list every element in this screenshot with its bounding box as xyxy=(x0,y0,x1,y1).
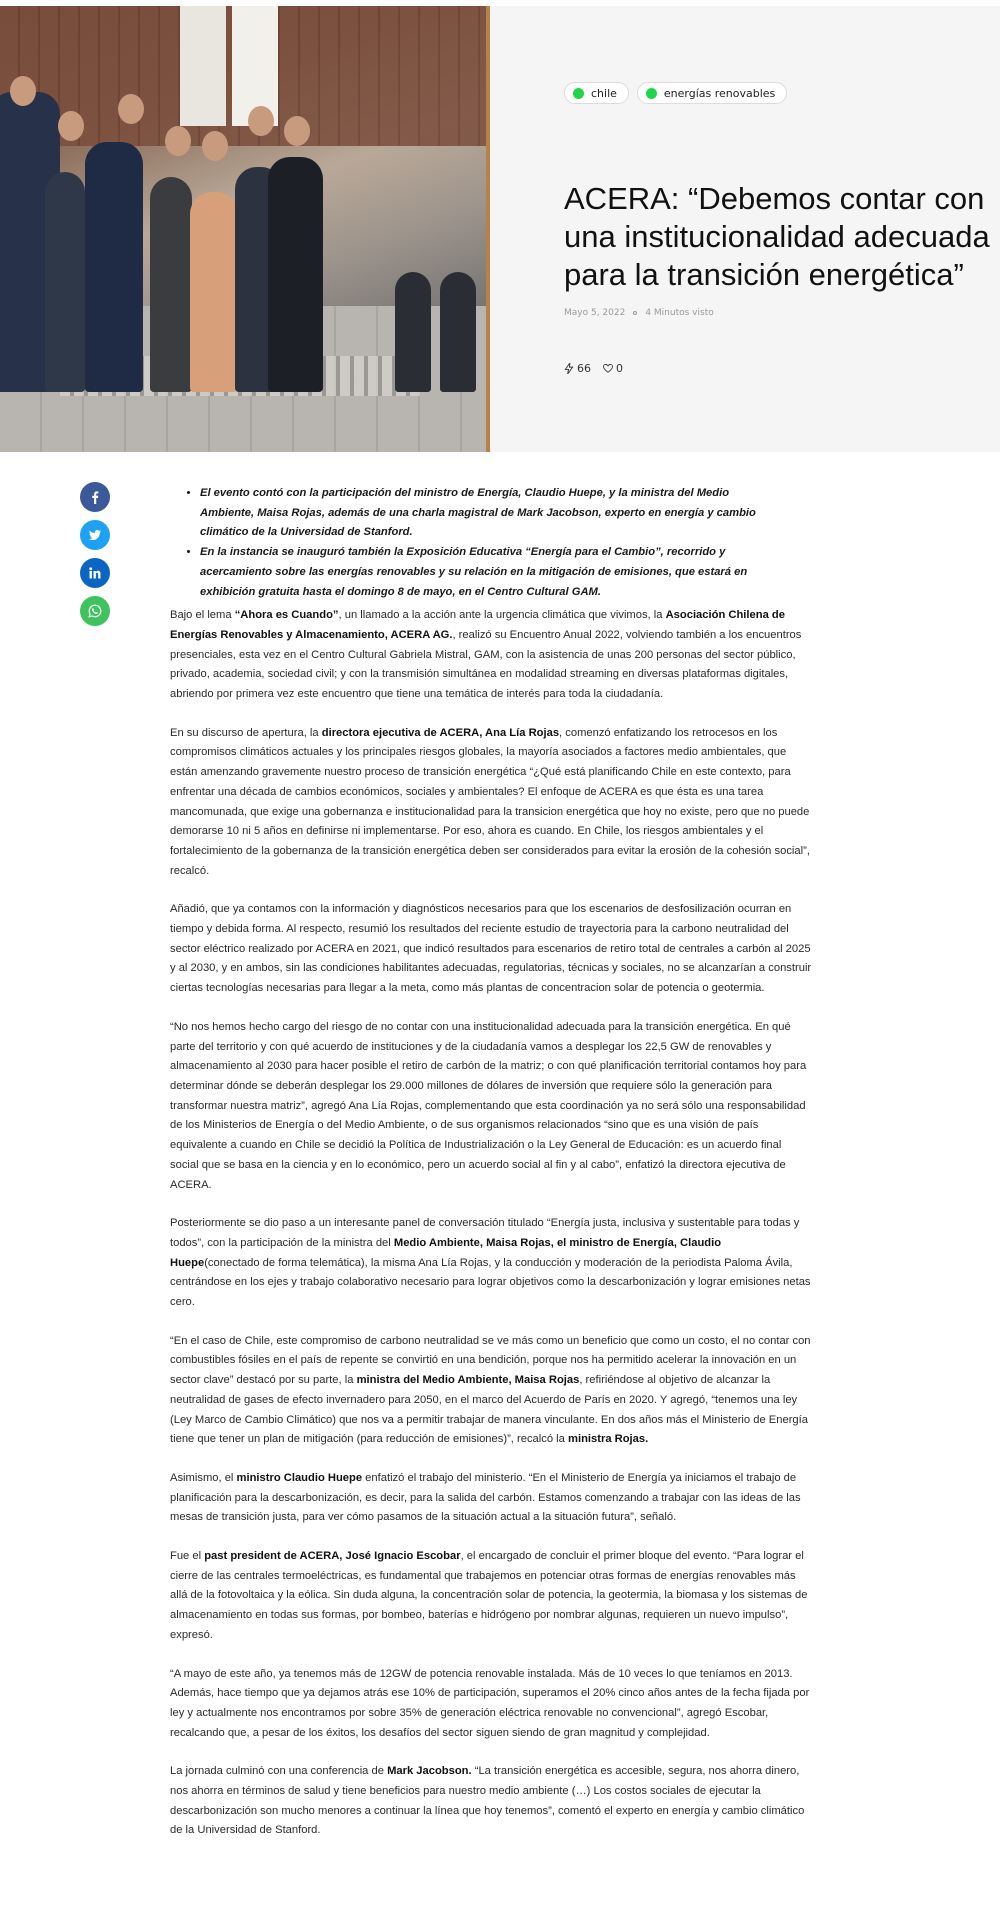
paragraph xyxy=(170,1332,812,1450)
likes-value: 0 xyxy=(616,362,623,375)
post-stats xyxy=(564,362,623,375)
share-twitter-button[interactable] xyxy=(80,520,110,550)
paragraph xyxy=(170,606,812,705)
summary-item: • El evento contó con la participación del ministro de Energía, Claudio Huepe, y la ministra del Medio Ambiente, Maisa Rojas, además de una charla magistral de Mark Jacobson, experto en energía y cambio climático de la Universidad de Stanford. xyxy=(200,484,812,543)
article-body xyxy=(170,484,812,1860)
paragraph xyxy=(170,1214,812,1313)
text: En su discurso de apertura, la xyxy=(170,726,322,739)
text: “En el caso de Chile, este compromiso de carbono neutralidad se ve más como un beneficio que como un costo, el no contar con combustibles fósiles en el país de repente se convirtió en una bendición, porque nos ha permitido acelerar la innovación en un sector clave” destacó por su parte, la xyxy=(170,1334,811,1387)
text: Asimismo, el xyxy=(170,1471,237,1484)
facebook-icon xyxy=(88,490,102,504)
hero-image xyxy=(0,6,490,452)
summary-list xyxy=(200,484,812,602)
text: La jornada culminó con una conferencia de xyxy=(170,1765,388,1778)
text: , comenzó enfatizando los retrocesos en los compromisos climáticos actuales y los principales riesgos globales, la mayoría asociados a factores medio ambientales, que están amenzando gravemente nuestro proceso de transición energética “¿Qué está planificando Chile en este contexto, para enfrentar una década de cambios económicos, sociales y ambientales? El enfoque de ACERA es que ésta es una tarea mancomunada, que exige una gobernanza e institucionalidad para la transicion energética que hoy no existe, pero que no puede demorarse 10 ni 5 años en definirse ni implementarse. Por eso, ahora es cuando. En Chile, los riesgos ambientales y el fortalecimiento de la gobernanza de la transición energética deben ser considerados para evitar la erosión de la cohesión social”, recalcó. xyxy=(170,726,810,877)
tag-chile[interactable] xyxy=(564,82,629,104)
hero-panel xyxy=(490,6,1000,452)
highlight: ministra del Medio Ambiente, Maisa Rojas xyxy=(356,1374,580,1387)
post-meta xyxy=(564,308,714,318)
share-linkedin-button[interactable] xyxy=(80,558,110,588)
highlight: “Ahora es Cuando” xyxy=(234,609,339,622)
views-count xyxy=(564,362,591,375)
paragraph xyxy=(170,1547,812,1646)
highlight: ministro Claudio Huepe xyxy=(236,1471,363,1484)
text: Posteriormente se dio paso a un interesante panel de conversación titulado “Energía justa, inclusiva y sustentable para todas y todos”, con la participación de la ministra del xyxy=(170,1217,800,1249)
linkedin-icon xyxy=(88,566,102,580)
paragraph xyxy=(170,1762,812,1841)
text: Bajo el lema xyxy=(170,609,235,622)
share-facebook-button[interactable] xyxy=(80,482,110,512)
tag-label: chile xyxy=(591,86,617,100)
read-time: 4 Minutos visto xyxy=(645,308,714,318)
paragraph xyxy=(170,724,812,882)
post-date: Mayo 5, 2022 xyxy=(564,308,626,318)
highlight: Asociación Chilena de Energías Renovables y Almacenamiento, ACERA AG. xyxy=(170,609,785,641)
views-value: 66 xyxy=(577,362,591,375)
page-title: ACERA: “Debemos contar con una institucionalidad adecuada para la transición energética” xyxy=(564,181,990,292)
paragraph: “A mayo de este año, ya tenemos más de 12GW de potencia renovable instalada. Más de 10 veces lo que teníamos en 2013. Además, hace tiempo que ya dejamos atrás ese 10% de participación, superamos el 20% cinco años antes de la fecha fijada por ley y actualmente nos encontramos por sobre 35% de generación eléctrica renovable no convencional”, agregó Escobar, recalcando que, a pesar de los éxitos, los desafíos del sector siguen siendo de gran magnitud y complejidad. xyxy=(170,1667,810,1739)
share-bar xyxy=(80,482,110,626)
tag-dot-icon xyxy=(646,88,657,99)
whatsapp-icon xyxy=(88,604,102,618)
heart-icon xyxy=(603,363,613,374)
text: , refiriéndose al objetivo de alcanzar la neutralidad de gases de efecto invernadero para 2050, en el marco del Acuerdo de París en 2020. Y agregó, “tenemos una ley (Ley Marco de Cambio Climático) que nos va a permitir trabajar de manera vinculante. En dos años más el Ministerio de Energía tiene que tener un plan de mitigación (para reducción de emisiones)”, recalcó la xyxy=(170,1374,808,1446)
paragraph: “No nos hemos hecho cargo del riesgo de no contar con una institucionalidad adecuada para la transición energética. En qué parte del territorio y con qué acuerdo de instituciones y de la ciudadanía vamos a desplegar los 22,5 GW de renovables y almacenamiento al 2030 para hacer posible el retiro de carbón de la matriz; o con qué planificación territorial contamos hoy para determinar dónde se deberán desplegar los 29.000 millones de dólares de inversión que requiere sólo la generación para transformar nuestra matriz”, agregó Ana Lía Rojas, complementando que esta coordinación ya no será sólo una responsabilidad de los Ministerios de Energía o del Medio Ambiente, o de sus organismos relacionados “sino que es una visión de país equivalente a cuando en Chile se decidió la Política de Industrialización o la Ley General de Educación: es un acuerdo final social que se basa en la ciencia y en lo económico, pero un acuerdo social al fin y al cabo”, enfatizó la directora ejecutiva de ACERA. xyxy=(170,1020,807,1191)
text: (conectado de forma telemática), la misma Ana Lía Rojas, y la conducción y moderación de la periodista Paloma Ávila, centrándose en los ejes y trabajo colaborativo necesario para lograr objetivos como la descarbonización y lograr emisiones netas cero. xyxy=(170,1256,811,1309)
share-whatsapp-button[interactable] xyxy=(80,596,110,626)
like-button[interactable] xyxy=(603,362,623,375)
text: “La transición energética es accesible, segura, nos ahorra dinero, nos ahorra en términos de salud y tiene beneficios para nuestro medio ambiente (…) Los costos sociales de ejecutar la descarbonización son mucho menores a continuar la línea que hoy tenemos”, comentó el experto en energía y cambio climático de la Universidad de Stanford. xyxy=(170,1765,805,1837)
text: Fue el xyxy=(170,1550,205,1563)
hero-section xyxy=(0,0,1000,452)
twitter-icon xyxy=(88,528,102,542)
tag-dot-icon xyxy=(573,88,584,99)
summary-item: • En la instancia se inauguró también la Exposición Educativa “Energía para el Cambio”, recorrido y acercamiento sobre las energías renovables y su relación en la mitigación de emisiones, que estará en exhibición gratuita hasta el domingo 8 de mayo, en el Centro Cultural GAM. xyxy=(200,543,812,602)
highlight: directora ejecutiva de ACERA, Ana Lía Rojas xyxy=(321,726,560,739)
highlight: ministra Rojas. xyxy=(568,1433,649,1446)
highlight: past president de ACERA, José Ignacio Escobar xyxy=(204,1550,461,1563)
highlight: Mark Jacobson. xyxy=(387,1765,472,1778)
text: , el encargado de concluir el primer bloque del evento. “Para lograr el cierre de las centrales termoeléctricas, es fundamental que trabajemos en potenciar otras formas de energías renovables más allá de la fotovoltaica y la eólica. Sin duda alguna, la concentración solar de potencia, la geotermia, la biomasa y los sistemas de almacenamiento en todas sus formas, por bombeo, baterías e hidrógeno por nombrar algunas, requieren un nuevo impulso”, expresó. xyxy=(170,1550,808,1641)
paragraph xyxy=(170,1469,812,1528)
tag-label: energías renovables xyxy=(663,86,776,100)
separator-dot-icon xyxy=(633,311,637,315)
highlight: Medio Ambiente, Maisa Rojas, el ministro de Energía, Claudio Huepe xyxy=(170,1236,722,1269)
tag-energias-renovables[interactable] xyxy=(637,82,787,104)
text: , un llamado a la acción ante la urgencia climática que vivimos, la xyxy=(338,609,666,622)
bolt-icon xyxy=(564,363,574,374)
paragraph: Añadió, que ya contamos con la información y diagnósticos necesarios para que los escenarios de desfosilización ocurran en tiempo y debida forma. Al respecto, resumió los resultados del reciente estudio de trayectoria para la carbono neutralidad del sector eléctrico realizado por ACERA en 2021, que indicó resultados para escenarios de retiro total de centrales a carbón al 2025 y al 2030, y en ambos, sin las condiciones habilitantes adecuadas, regulatorias, técnicas y sociales, no se alcanzarían a construir ciertas tecnologías necesarias para llegar a la meta, como más plantas de concentracion solar de potencia o geotermia. xyxy=(170,903,812,995)
tag-list xyxy=(564,82,787,104)
text: enfatizó el trabajo del ministerio. “En el Ministerio de Energía ya iniciamos el trabajo de planificación para la descarbonización, es decir, para la salida del carbón. Estamos comenzando a trabajar con las ideas de las mesas de transición justa, para ver cómo pasamos de la situación actual a la situación futura”, señaló. xyxy=(170,1471,801,1524)
text: , realizó su Encuentro Anual 2022, volviendo también a los encuentros presenciales, esta vez en el Centro Cultural Gabriela Mistral, GAM, con la asistencia de unas 200 personas del sector público, privado, academia, sociedad civil; y con la transmisión simultánea en modalidad streaming en diversas plataformas digitales, abriendo por primera vez este encuentro que tiene una temática de interés para toda la ciudadanía. xyxy=(170,628,802,701)
